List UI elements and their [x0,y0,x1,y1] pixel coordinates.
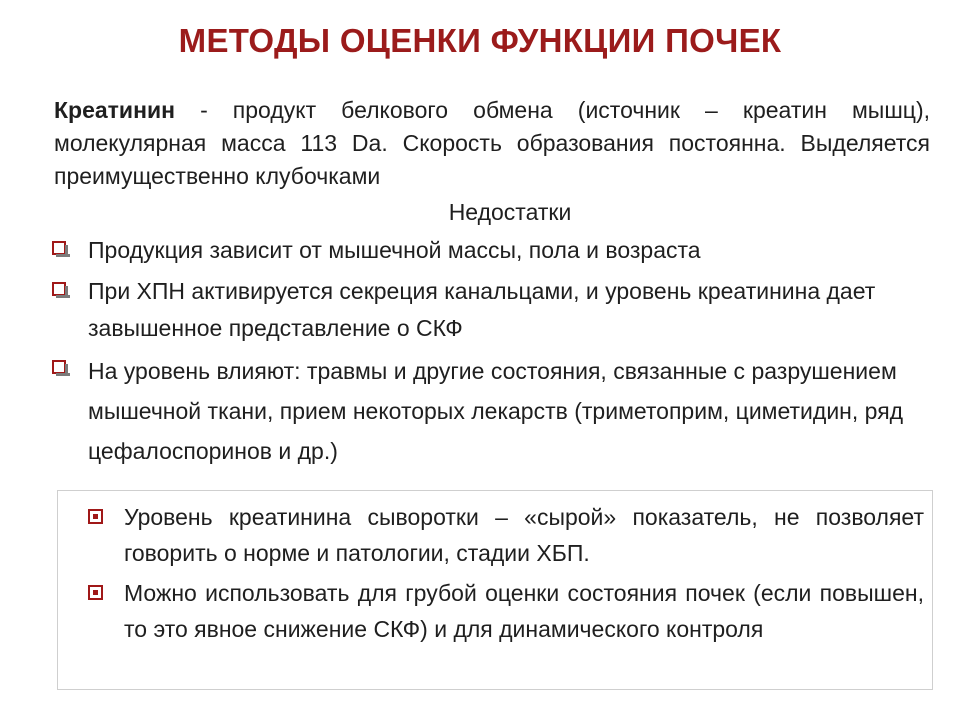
list-item [48,273,928,347]
list-item-text: Продукция зависит от мышечной массы, пола и возраста [88,237,701,263]
checkbox-bullet-icon [52,241,66,255]
list-item [78,499,924,571]
checkbox-bullet-icon [52,360,66,374]
drawbacks-list [48,232,928,475]
note-text: Можно использовать для грубой оценки состояния почек (если повышен, то это явное снижение СКФ) и для динамического контроля [124,580,924,642]
intro-term: Креатинин [54,97,175,123]
square-bullet-icon [88,585,103,600]
drawbacks-heading: Недостатки [448,199,572,225]
page-title: МЕТОДЫ ОЦЕНКИ ФУНКЦИИ ПОЧЕК [178,22,782,59]
list-item [48,232,928,269]
intro-text: - продукт белкового обмена (источник – креатин мышц), молекулярная масса 113 Da. Скорость образования постоянна. Выделяется преимущественно клубочками [54,97,930,189]
note-text: Уровень креатинина сыворотки – «сырой» показатель, не позволяет говорить о норме и патологии, стадии ХБП. [124,504,924,566]
square-bullet-icon [88,509,103,524]
list-item [48,351,928,471]
intro-paragraph [54,94,930,193]
checkbox-bullet-icon [52,282,66,296]
list-item [78,575,924,647]
notes-box [57,490,933,690]
notes-list [78,499,924,651]
list-item-text: При ХПН активируется секреция канальцами, и уровень креатинина дает завышенное представление о СКФ [88,278,876,341]
list-item-text: На уровень влияют: травмы и другие состояния, связанные с разрушением мышечной ткани, прием некоторых лекарств (триметоприм, циметидин, ряд цефалоспоринов и др.) [88,358,904,464]
